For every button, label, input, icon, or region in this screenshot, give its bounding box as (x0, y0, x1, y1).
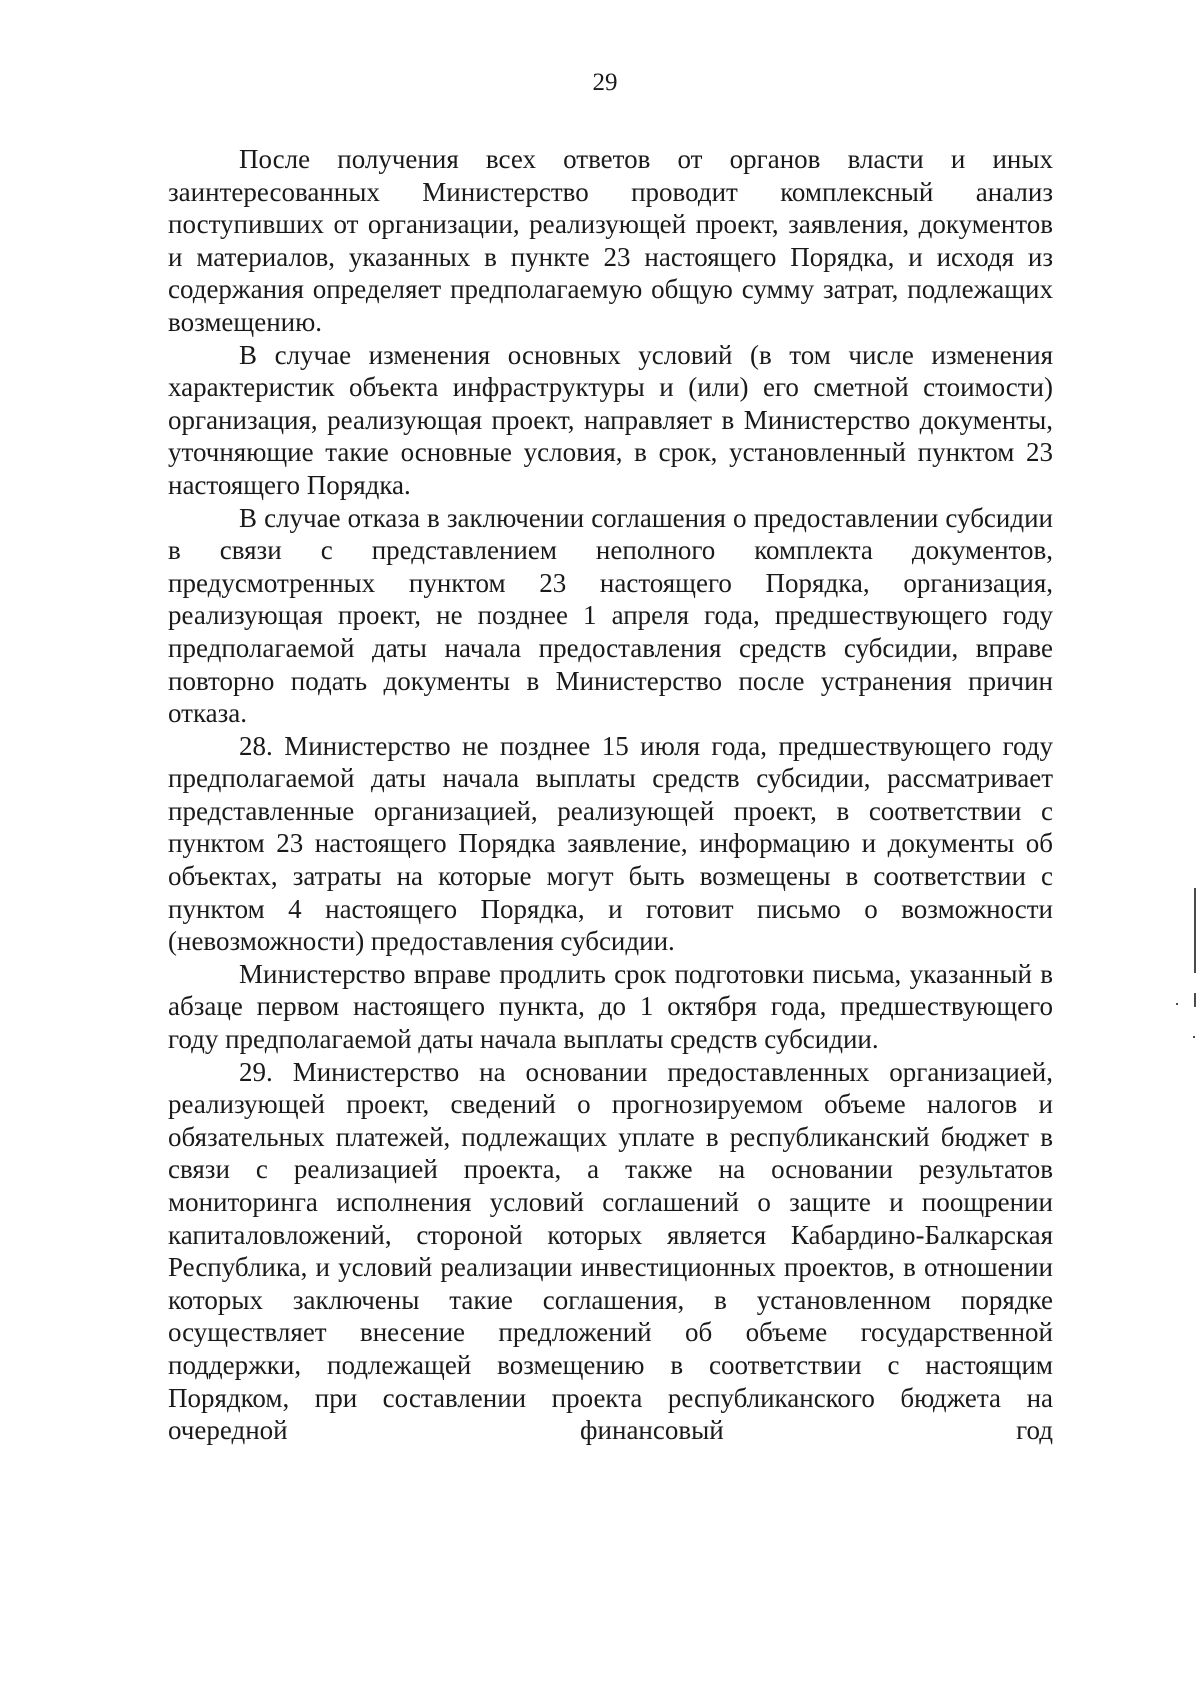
paragraph-item-29: 29. Министерство на основании предоставленных организацией, реализующей проект, сведений о прогнозируемом объеме налогов и обязательных платежей, подлежащих уплате в республиканский бюджет в связи с реализацией проекта, а также на основании результатов мониторинга исполнения условий соглашений о защите и поощрении капиталовложений, стороной которых является Кабардино-Балкарская Республика, и условий реализации инвестиционных проектов, в отношении которых заключены такие соглашения, в установленном порядке осуществляет внесение предложений об объеме государственной поддержки, подлежащей возмещению в соответствии с настоящим Порядком, при составлении проекта республиканского бюджета на очередной финансовый год (168, 1056, 1053, 1446)
margin-dot-mark (1176, 1003, 1178, 1005)
document-body (168, 143, 1053, 1447)
margin-tick-mark (1194, 993, 1196, 1007)
paragraph-conditions-change: В случае изменения основных условий (в том числе изменения характеристик объекта инфраструктуры и (или) его сметной стоимости) организация, реализующая проект, направляет в Министерство документы, уточняющие такие основные условия, в срок, установленный пунктом 23 настоящего Порядка. (168, 339, 1053, 500)
paragraph-analysis: После получения всех ответов от органов власти и иных заинтересованных Министерство проводит комплексный анализ поступивших от организации, реализующей проект, заявления, документов и материалов, указанных в пункте 23 настоящего Порядка, и исходя из содержания определяет предполагаемую общую сумму затрат, подлежащих возмещению. (168, 144, 1053, 337)
margin-line-mark (1194, 888, 1196, 973)
paragraph-extension: Министерство вправе продлить срок подготовки письма, указанный в абзаце первом настоящего пункта, до 1 октября года, предшествующего году предполагаемой даты начала выплаты средств субсидии. (168, 958, 1053, 1055)
margin-dot-mark-lower (1193, 1036, 1195, 1038)
paragraph-item-28: 28. Министерство не позднее 15 июля года, предшествующего году предполагаемой даты начала выплаты средств субсидии, рассматривает представленные организацией, реализующей проект, в соответствии с пунктом 23 настоящего Порядка заявление, информацию и документы об объектах, затраты на которые могут быть возмещены в соответствии с пунктом 4 настоящего Порядка, и готовит письмо о возможности (невозможности) предоставления субсидии. (168, 730, 1053, 957)
page-number: 29 (592, 69, 618, 96)
paragraph-refusal: В случае отказа в заключении соглашения о предоставлении субсидии в связи с представлением неполного комплекта документов, предусмотренных пунктом 23 настоящего Порядка, организация, реализующая проект, не позднее 1 апреля года, предшествующего году предполагаемой даты начала предоставления средств субсидии, вправе повторно подать документы в Министерство после устранения причин отказа. (168, 502, 1053, 729)
